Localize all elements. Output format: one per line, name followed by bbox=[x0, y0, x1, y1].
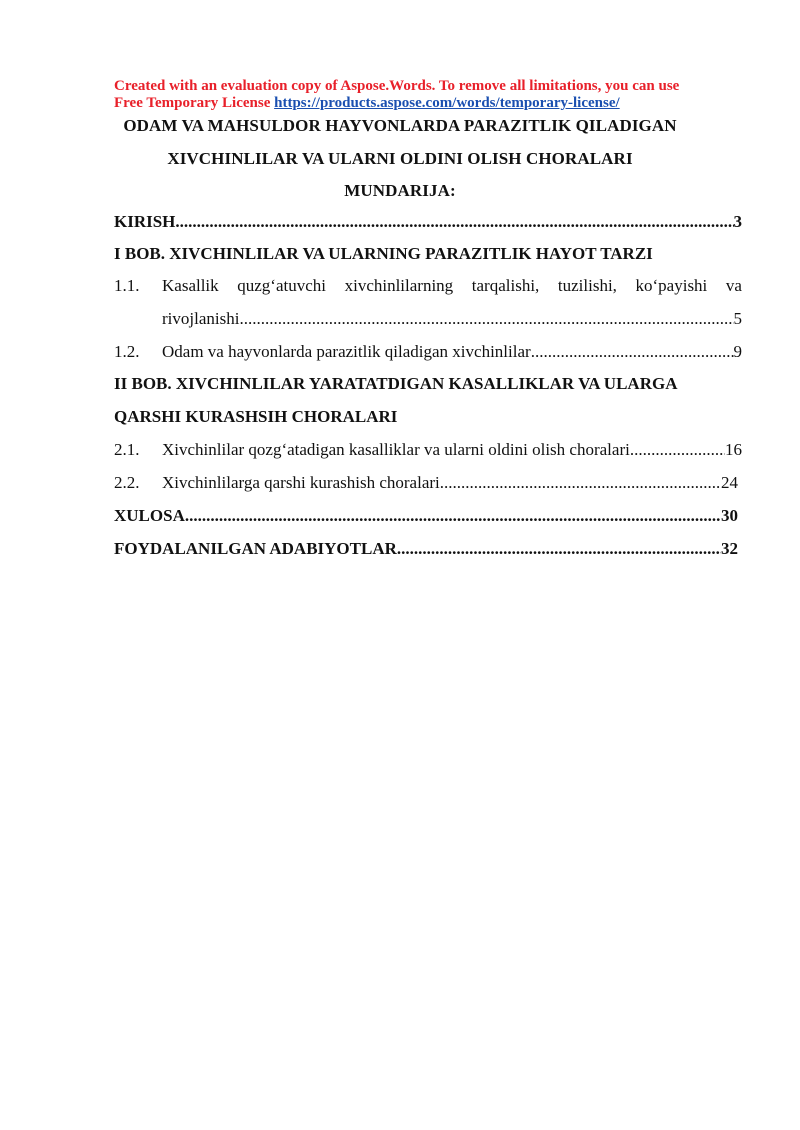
toc-leader-dots bbox=[239, 309, 733, 329]
watermark-license-label: Free Temporary License bbox=[114, 95, 275, 111]
toc-page-number: 5 bbox=[733, 309, 742, 328]
toc-chapter-1[interactable]: I BOB. XIVCHINLILAR VA ULARNING PARAZITLIK HAYOT TARZI bbox=[114, 244, 653, 263]
toc-section-number: 1.2. bbox=[114, 342, 140, 361]
toc-leader-dots bbox=[531, 342, 734, 362]
toc-chapter-2-line-1[interactable] bbox=[114, 374, 742, 394]
toc-word: tuzilishi, bbox=[557, 276, 617, 295]
evaluation-watermark bbox=[114, 78, 754, 112]
toc-entry-title: Xivchinlilar qozg‘atadigan kasalliklar va ularni oldini olish choralari bbox=[162, 440, 630, 459]
toc-leader-dots bbox=[185, 506, 721, 526]
toc-word: Kasallik bbox=[162, 276, 219, 295]
toc-page-number: 3 bbox=[733, 212, 742, 231]
toc-word: quzg‘atuvchi bbox=[237, 276, 326, 295]
toc-entry-xulosa[interactable] bbox=[114, 506, 738, 530]
toc-entry-1-1-line-1 bbox=[162, 276, 742, 296]
toc-word: tarqalishi, bbox=[471, 276, 540, 295]
toc-entry-references[interactable] bbox=[114, 539, 738, 563]
toc-word: va bbox=[725, 276, 742, 295]
toc-word: ko‘payishi bbox=[635, 276, 708, 295]
toc-section-number: 2.2. bbox=[114, 473, 140, 492]
toc-section-number: 2.1. bbox=[114, 440, 140, 459]
toc-page-number: 16 bbox=[725, 440, 742, 459]
toc-chapter-2-text: II BOB. XIVCHINLILAR YARATATDIGAN KASALLIKLAR VA ULARGA bbox=[114, 374, 678, 393]
toc-entry-1-1-line-2[interactable] bbox=[162, 309, 742, 333]
document-title-line-2: XIVCHINLILAR VA ULARNI OLDINI OLISH CHORALARI bbox=[167, 149, 633, 168]
toc-entry-title: KIRISH bbox=[114, 212, 176, 231]
toc-leader-dots bbox=[440, 473, 721, 493]
toc-leader-dots bbox=[175, 212, 733, 232]
toc-chapter-2-line-2[interactable]: QARSHI KURASHSIH CHORALARI bbox=[114, 407, 398, 426]
toc-leader-dots bbox=[630, 440, 725, 460]
document-title-line-1: ODAM VA MAHSULDOR HAYVONLARDA PARAZITLIK QILADIGAN bbox=[123, 116, 677, 135]
toc-page-number: 9 bbox=[733, 342, 742, 361]
toc-entry-title: Xivchinlilarga qarshi kurashish choralari bbox=[162, 473, 440, 492]
toc-leader-dots bbox=[397, 539, 721, 559]
toc-entry-title: XULOSA bbox=[114, 506, 185, 525]
toc-section-number: 1.1. bbox=[114, 276, 140, 295]
contents-heading: MUNDARIJA: bbox=[344, 181, 456, 200]
watermark-line-2 bbox=[114, 95, 754, 112]
toc-page-number: 30 bbox=[721, 506, 738, 525]
toc-entry-2-1[interactable] bbox=[114, 440, 742, 464]
toc-entry-2-2[interactable] bbox=[114, 473, 738, 497]
toc-entry-title-continued: rivojlanishi bbox=[162, 309, 240, 328]
toc-entry-title: Odam va hayvonlarda parazitlik qiladigan xivchinlilar bbox=[162, 342, 531, 361]
toc-page-number: 24 bbox=[721, 473, 738, 492]
toc-word: xivchinlilarning bbox=[344, 276, 454, 295]
toc-page-number: 32 bbox=[721, 539, 738, 558]
toc-entry-1-2[interactable] bbox=[114, 342, 742, 366]
license-link[interactable]: https://products.aspose.com/words/temporary-license/ bbox=[274, 95, 620, 111]
watermark-line-1: Created with an evaluation copy of Aspose.Words. To remove all limitations, you can use bbox=[114, 78, 680, 94]
toc-entry-title: FOYDALANILGAN ADABIYOTLAR bbox=[114, 539, 397, 558]
toc-entry-kirish[interactable] bbox=[114, 212, 742, 236]
